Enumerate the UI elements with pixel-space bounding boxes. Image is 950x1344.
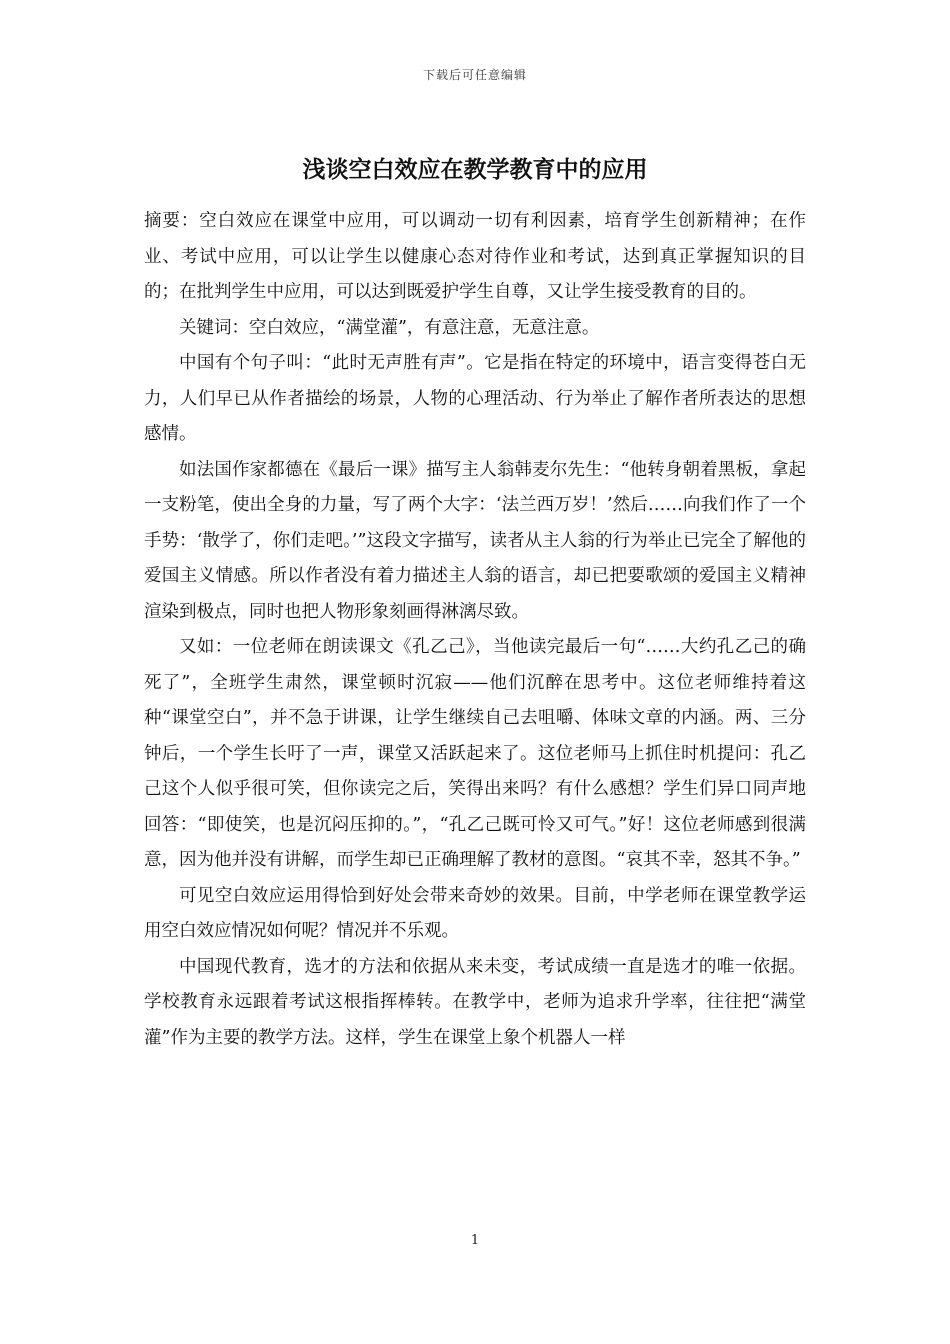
document-title: 浅谈空白效应在教学教育中的应用 — [302, 157, 648, 183]
body-paragraph: 中国现代教育，选才的方法和依据从来未变，考试成绩一直是选才的唯一依据。学校教育永远跟着考试这根指挥棒转。在教学中，老师为追求升学率，往往把“满堂灌”作为主要的教学方法。这样，学生在课堂上象个机器人一样 — [144, 956, 806, 1048]
body-paragraph: 如法国作家都德在《最后一课》描写主人翁韩麦尔先生：“他转身朝着黑板，拿起一支粉笔，使出全身的力量，写了两个大字：‘法兰西万岁！’然后……向我们作了一个手势：‘散学了，你们走吧。’”这段文字描写，读者从主人翁的行为举止已完全了解他的爱国主义情感。所以作者没有着力描述主人翁的语言，却已把要歌颂的爱国主义精神渲染到极点，同时也把人物形象刻画得淋漓尽致。 — [144, 459, 806, 622]
body-paragraph: 中国有个句子叫：“此时无声胜有声”。它是指在特定的环境中，语言变得苍白无力，人们早已从作者描绘的场景，人物的心理活动、行为举止了解作者所表达的思想感情。 — [144, 353, 806, 444]
page-header: 下载后可任意编辑 — [422, 68, 527, 82]
keywords-paragraph: 关键词：空白效应，“满堂灌”，有意注意，无意注意。 — [179, 317, 600, 338]
body-paragraph: 可见空白效应运用得恰到好处会带来奇妙的效果。目前，中学老师在课堂教学运用空白效应情况如何呢？情况并不乐观。 — [144, 885, 806, 941]
document-body — [144, 150, 806, 1056]
body-paragraph: 又如：一位老师在朗读课文《孔乙己》，当他读完最后一句“……大约孔乙己的确死了”，全班学生肃然，课堂顿时沉寂——他们沉醉在思考中。这位老师维持着这种“课堂空白”，并不急于讲课，让学生继续自己去咀嚼、体味文章的内涵。两、三分钟后，一个学生长吁了一声，课堂又活跃起来了。这位老师马上抓住时机提问：孔乙己这个人似乎很可笑，但你读完之后，笑得出来吗？有什么感想？学生们异口同声地回答：“即使笑，也是沉闷压抑的。”，“孔乙己既可怜又可气。”好！这位老师感到很满意，因为他并没有讲解，而学生却已正确理解了教材的意图。“哀其不幸，怒其不争。” — [144, 637, 806, 870]
abstract-paragraph: 摘要：空白效应在课堂中应用，可以调动一切有利因素，培育学生创新精神；在作业、考试中应用，可以让学生以健康心态对待作业和考试，达到真正掌握知识的目的；在批判学生中应用，可以达到既爱护学生自尊，又让学生接受教育的目的。 — [144, 211, 806, 302]
page-number: 1 — [470, 1233, 480, 1248]
